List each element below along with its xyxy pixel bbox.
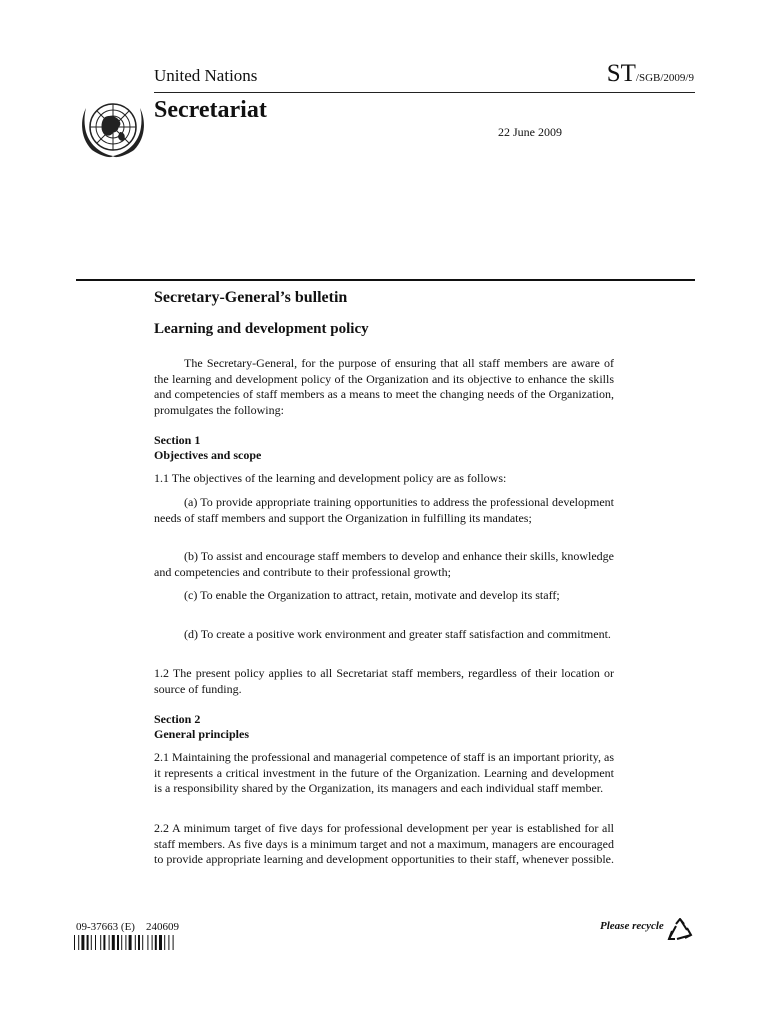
recycle-text: Please recycle — [600, 920, 664, 932]
barcode-bar — [168, 935, 169, 950]
subparagraph-1-1-d: (d) To create a positive work environment and greater staff satisfaction and commitment. — [184, 627, 611, 641]
document-type: Secretary-General’s bulletin — [154, 289, 348, 306]
symbol-prefix: ST — [606, 60, 636, 87]
barcode-bar — [173, 935, 174, 950]
section-2-number: Section 2 — [154, 712, 201, 726]
barcode-bar — [78, 935, 79, 950]
barcode-bar — [129, 935, 132, 950]
subparagraph-1-1-b: (b) To assist and encourage staff members to develop and enhance their skills, knowledge and competencies and contribute to their professional growth; — [154, 549, 614, 579]
header-rule — [154, 92, 695, 93]
barcode-bar — [135, 935, 136, 950]
paragraph-1-1: 1.1 The objectives of the learning and development policy are as follows: — [154, 471, 507, 485]
barcode-bar — [74, 935, 75, 950]
barcode-bar — [95, 935, 96, 950]
barcode-bar — [155, 935, 157, 950]
section-1-title: Objectives and scope — [154, 448, 262, 462]
barcode-bar — [117, 935, 119, 950]
subparagraph-1-1-c: (c) To enable the Organization to attract, retain, motivate and develop its staff; — [184, 588, 560, 602]
recycle-icon — [667, 918, 693, 942]
barcode-icon — [74, 935, 202, 950]
paragraph-1-2: 1.2 The present policy applies to all Secretariat staff members, regardless of their location or source of funding. — [154, 666, 614, 696]
barcode-bar — [138, 935, 140, 950]
barcode-bar — [81, 935, 84, 950]
barcode-bar — [112, 935, 115, 950]
barcode-bar — [164, 935, 165, 950]
paragraph-2-2: 2.2 A minimum target of five days for professional development per year is established for all staff members. As five days is a minimum target and not a maximum, managers are encouraged to provide appropriate learning and development opportunities to their staff, whenever possible. — [154, 821, 614, 866]
barcode-bar — [142, 935, 143, 950]
secretariat-heading: Secretariat — [154, 97, 267, 123]
preamble: The Secretary-General, for the purpose of ensuring that all staff members are aware of the learning and development policy of the Organization and its objective to enhance the skills and competencies of staff members as a means to meet the changing needs of the Organization, promulgates the following: — [154, 356, 614, 417]
barcode-bar — [103, 935, 105, 950]
section-1-number: Section 1 — [154, 433, 201, 447]
subparagraph-1-1-a: (a) To provide appropriate training opportunities to address the professional development needs of staff members and support the Organization in fulfilling its mandates; — [154, 495, 614, 525]
barcode-bar — [159, 935, 162, 950]
barcode-bar — [87, 935, 89, 950]
title-rule — [76, 279, 695, 281]
barcode-bar — [91, 935, 92, 950]
barcode-bar — [109, 935, 110, 950]
document-symbol — [607, 60, 694, 88]
organization-name: United Nations — [154, 66, 258, 85]
barcode-bar — [147, 935, 148, 950]
paragraph-2-1: 2.1 Maintaining the professional and managerial competence of staff is an important priority, as it represents a critical investment in the future of the Organization. Learning and development is a responsibility shared by the Organization, its managers and each individual staff member. — [154, 750, 614, 795]
barcode-bar — [152, 935, 153, 950]
barcode-bar — [121, 935, 122, 950]
document-title: Learning and development policy — [154, 321, 369, 337]
job-number: 09-37663 (E) 240609 — [76, 921, 179, 933]
symbol-number: /SGB/2009/9 — [635, 72, 694, 84]
barcode-bar — [100, 935, 101, 950]
document-date: 22 June 2009 — [498, 125, 562, 139]
un-emblem-icon — [78, 96, 148, 160]
section-2-title: General principles — [154, 727, 249, 741]
barcode-bar — [125, 935, 126, 950]
